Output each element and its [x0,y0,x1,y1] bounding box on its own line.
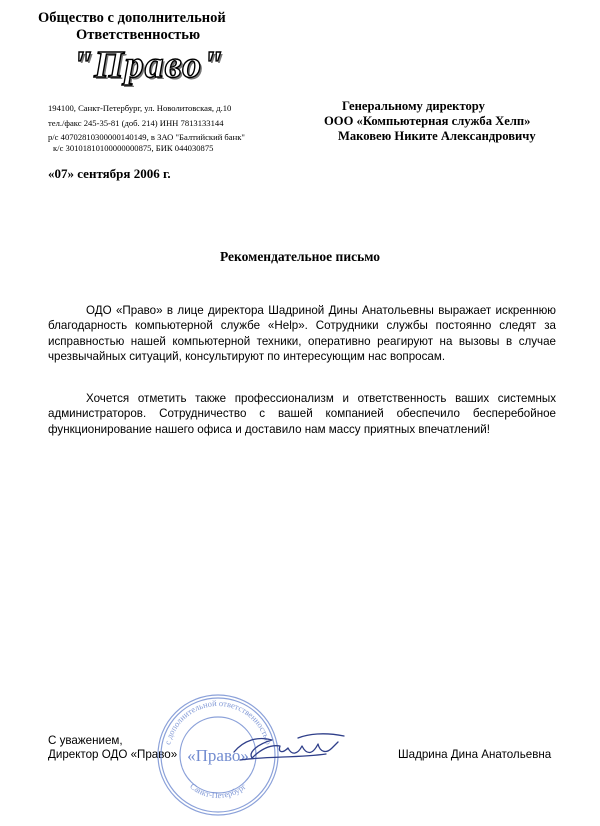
letter-date: «07» сентября 2006 г. [48,166,171,181]
body-paragraph-2: Хочется отметить также профессионализм и ответственность ваших системных администраторов. Сотрудничество с вашей компанией обеспечило бесперебойное функционирование нашего офиса и доставило нам массу приятных впечатлений! [48,392,556,436]
recipient-block [324,99,536,144]
body-paragraph-1: ОДО «Право» в лице директора Шадриной Дины Анатольевны выражает искреннюю благодарность компьютерной службе «Help». Сотрудники службы постоянно следят за исправностью нашей компьютерной техники, оперативно реагируют на вызовы в случае чрезвычайных ситуаций, консультируют по интересующим нас вопросам. [48,304,556,363]
company-address: 194100, Санкт-Петербург, ул. Новолитовская, д.10 [48,103,232,113]
closing-name: Шадрина Дина Анатольевна [398,748,552,761]
recipient-line2: ООО «Компьютерная служба Хелп» [324,114,531,128]
closing-regards: С уважением, [48,734,123,747]
company-account: р/с 40702810300000140149, в ЗАО "Балтийский банк" [48,132,245,142]
closing-position: Директор ОДО «Право» [48,748,178,761]
org-name-line1: Общество с дополнительной [38,10,226,26]
svg-text:Санкт-Петербург [188,781,248,800]
stamp-ring-bottom-text: Санкт-Петербург [188,780,248,801]
org-name [38,10,226,44]
recipient-line1: Генеральному директору [342,99,485,113]
company-logo: "Право" [72,44,225,86]
company-corr-account: к/с 30101810100000000875, БИК 044030875 [53,143,214,153]
company-phone: тел./факс 245-35-81 (доб. 214) ИНН 7813133144 [48,118,224,128]
director-signature [228,730,358,770]
org-name-line2: Ответственностью [76,27,201,43]
letter-title: Рекомендательное письмо [219,249,381,264]
recipient-line3: Маковею Никите Александровичу [338,129,536,143]
stamp-ring-top-text: с дополнительной ответственностью [162,697,274,746]
stamp-center-text: «Право» [187,746,249,765]
